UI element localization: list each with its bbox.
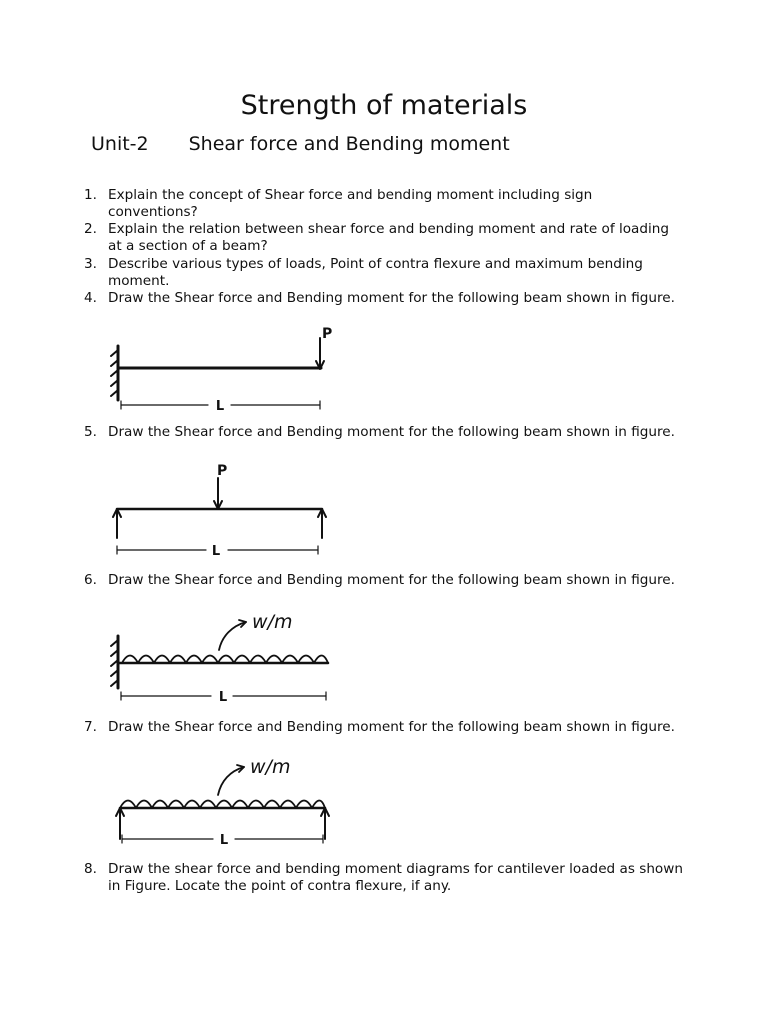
figure-6-cantilever-udl <box>100 606 340 706</box>
question-text: Draw the Shear force and Bending moment for the following beam shown in figure. <box>108 290 675 306</box>
point-load-label: P <box>217 463 228 479</box>
span-label: L <box>215 399 225 414</box>
question-1 <box>84 187 684 221</box>
question-number: 1. <box>84 187 97 203</box>
question-text: Explain the relation between shear force and bending moment and rate of loading at a section of a beam? <box>108 221 670 254</box>
question-3 <box>84 256 684 290</box>
span-label: L <box>218 690 228 705</box>
distributed-load-label: w/m <box>250 756 291 778</box>
figure-5-simply-supported-point-load <box>100 458 340 558</box>
question-text: Draw the Shear force and Bending moment for the following beam shown in figure. <box>108 572 675 588</box>
question-number: 2. <box>84 221 97 237</box>
page-title: Strength of materials <box>240 90 528 121</box>
span-label: L <box>211 544 221 559</box>
unit-topic: Shear force and Bending moment <box>188 133 510 155</box>
question-5 <box>84 424 684 441</box>
question-text: Draw the Shear force and Bending moment for the following beam shown in figure. <box>108 719 675 735</box>
question-8 <box>84 861 684 895</box>
unit-label: Unit-2 <box>91 133 149 155</box>
question-text: Explain the concept of Shear force and bending moment including sign conventions? <box>108 187 593 220</box>
figure-7-simply-supported-udl <box>100 753 340 853</box>
question-6 <box>84 572 684 589</box>
figure-4-cantilever-point-load <box>100 320 340 420</box>
question-7 <box>84 719 684 736</box>
question-text: Describe various types of loads, Point of contra flexure and maximum bending moment. <box>108 256 643 289</box>
distributed-load-label: w/m <box>252 611 293 633</box>
question-number: 6. <box>84 572 97 588</box>
point-load-label: P <box>322 326 333 342</box>
question-number: 4. <box>84 290 97 306</box>
span-label: L <box>219 833 229 848</box>
question-2 <box>84 221 684 255</box>
question-number: 7. <box>84 719 97 735</box>
unit-heading <box>91 133 510 155</box>
question-number: 3. <box>84 256 97 272</box>
question-number: 5. <box>84 424 97 440</box>
question-number: 8. <box>84 861 97 877</box>
question-text: Draw the Shear force and Bending moment for the following beam shown in figure. <box>108 424 675 440</box>
question-4 <box>84 290 684 307</box>
question-text: Draw the shear force and bending moment diagrams for cantilever loaded as shown in Figure. Locate the point of contra flexure, if any. <box>108 861 683 894</box>
